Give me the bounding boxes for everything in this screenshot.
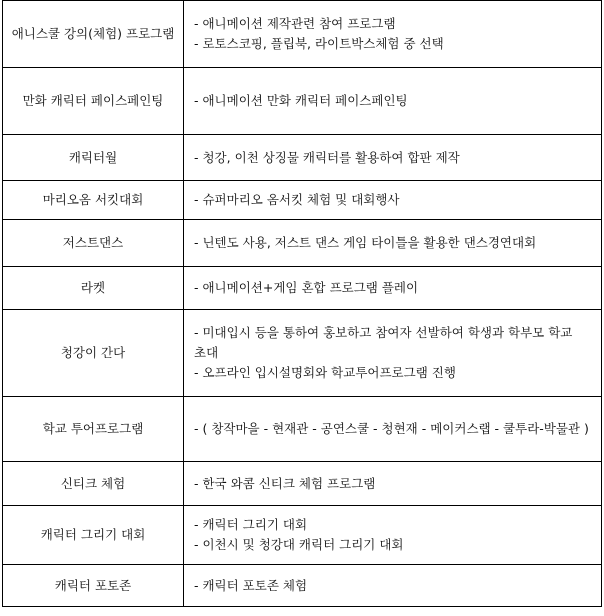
table-row <box>3 68 602 135</box>
program-detail-line: - 한국 와콤 신티크 체험 프로그램 <box>194 475 376 491</box>
program-detail-cell <box>184 310 602 397</box>
program-name: 캐릭터월 <box>68 149 118 165</box>
program-name: 청강이 간다 <box>60 345 126 360</box>
program-name: 저스트댄스 <box>62 235 124 250</box>
program-detail-line: - 캐릭터 그리기 대회 <box>194 517 308 532</box>
program-name-cell <box>3 397 184 462</box>
program-name: 마리오옴 서킷대회 <box>42 192 144 207</box>
program-name: 애니스쿨 강의(체험) 프로그램 <box>11 26 175 41</box>
table-row <box>3 220 602 267</box>
table-row <box>3 1 602 68</box>
program-name: 신티크 체험 <box>60 475 126 491</box>
program-detail-cell <box>184 397 602 462</box>
program-detail-line: - 이천시 및 청강대 캐릭터 그리기 대회 <box>194 537 404 552</box>
program-name-cell <box>3 506 184 565</box>
program-detail-cell <box>184 220 602 267</box>
table-row <box>3 135 602 181</box>
program-detail-cell <box>184 565 602 607</box>
program-detail-cell <box>184 181 602 220</box>
program-detail-line: - 캐릭터 포토존 체험 <box>194 577 308 593</box>
program-name-cell <box>3 310 184 397</box>
program-name-cell <box>3 462 184 506</box>
program-name-cell <box>3 68 184 135</box>
program-detail-cell <box>184 1 602 68</box>
program-table <box>2 0 602 607</box>
program-name: 라켓 <box>80 280 106 295</box>
program-name-cell <box>3 565 184 607</box>
program-name: 만화 캐릭터 페이스페인팅 <box>22 93 164 108</box>
program-detail-cell <box>184 267 602 310</box>
program-name-cell <box>3 267 184 310</box>
program-detail-line: - 애니메이션 만화 캐릭터 페이스페인팅 <box>194 93 408 108</box>
table-row <box>3 565 602 607</box>
table-row <box>3 506 602 565</box>
table-row <box>3 310 602 397</box>
program-detail-line: - 로토스코핑, 플립북, 라이트박스체험 중 선택 <box>194 36 444 51</box>
program-detail-line: - 슈퍼마리오 옴서킷 체험 및 대회행사 <box>194 192 400 207</box>
program-detail-line: - 청강, 이천 상징물 캐릭터를 활용하여 합판 제작 <box>194 149 460 165</box>
program-name: 학교 투어프로그램 <box>42 421 144 436</box>
program-name: 캐릭터 포토존 <box>54 577 132 593</box>
table-row <box>3 267 602 310</box>
program-detail-line: - 애니메이션 제작관련 참여 프로그램 <box>194 16 396 31</box>
program-name-cell <box>3 181 184 220</box>
program-detail-line: - 애니메이션+게임 혼합 프로그램 플레이 <box>194 280 419 295</box>
program-name: 캐릭터 그리기 대회 <box>40 527 146 542</box>
program-detail-cell <box>184 135 602 181</box>
program-name-cell <box>3 135 184 181</box>
program-name-cell <box>3 220 184 267</box>
program-detail-cell <box>184 462 602 506</box>
table-row <box>3 181 602 220</box>
program-name-cell <box>3 1 184 68</box>
program-detail-cell <box>184 68 602 135</box>
program-detail-line: - 닌텐도 사용, 저스트 댄스 게임 타이틀을 활용한 댄스경연대회 <box>194 235 537 250</box>
program-detail-line: - 오프라인 입시설명회와 학교투어프로그램 진행 <box>194 365 456 380</box>
program-detail-line: - 미대입시 등을 통하여 홍보하고 참여자 선발하여 학생과 학부모 학교 초대 <box>194 325 573 360</box>
program-detail-line: - ( 창작마을 - 현재관 - 공연스쿨 - 청현재 - 메이커스랩 - 쿨투라-박물관 ) <box>194 421 589 436</box>
table-row <box>3 462 602 506</box>
table-row <box>3 397 602 462</box>
program-detail-cell <box>184 506 602 565</box>
